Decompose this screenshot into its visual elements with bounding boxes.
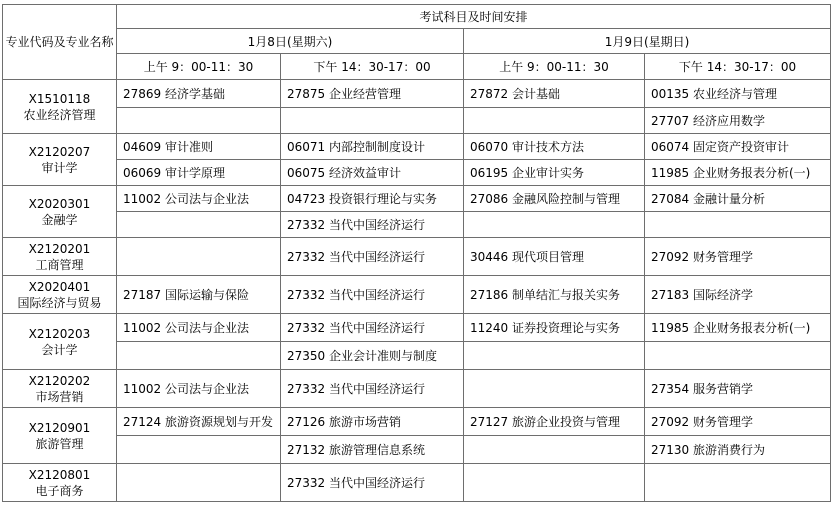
- course-cell: 04723 投资银行理论与实务: [281, 186, 464, 212]
- course-cell: 11002 公司法与企业法: [117, 186, 281, 212]
- major-name: 电子商务: [35, 483, 84, 498]
- course-cell: [464, 212, 645, 238]
- session-header: 上午 9：00-11：30: [117, 54, 281, 80]
- major-name: 审计学: [41, 160, 78, 175]
- course-cell: 27130 旅游消费行为: [645, 436, 831, 464]
- course-cell: [464, 436, 645, 464]
- major-cell: [3, 314, 117, 370]
- major-cell: [3, 276, 117, 314]
- major-name: 农业经济管理: [23, 107, 96, 122]
- major-name: 会计学: [41, 342, 78, 357]
- major-cell: [3, 134, 117, 186]
- table-row: [3, 342, 831, 370]
- course-cell: [117, 238, 281, 276]
- major-code: X2020301: [28, 196, 91, 211]
- course-cell: 06070 审计技术方法: [464, 134, 645, 160]
- table-row: [3, 212, 831, 238]
- course-cell: [117, 464, 281, 502]
- table-row: [3, 276, 831, 314]
- major-code: X2120207: [28, 144, 91, 159]
- session-header: 下午 14：30-17：00: [281, 54, 464, 80]
- course-cell: [464, 108, 645, 134]
- table-row: [3, 134, 831, 160]
- course-cell: [117, 212, 281, 238]
- major-name: 金融学: [41, 212, 78, 227]
- course-cell: 27132 旅游管理信息系统: [281, 436, 464, 464]
- course-cell: 11002 公司法与企业法: [117, 314, 281, 342]
- course-cell: [117, 108, 281, 134]
- major-cell: [3, 186, 117, 238]
- course-cell: [645, 342, 831, 370]
- major-code: X2120202: [28, 373, 91, 388]
- course-cell: 27869 经济学基础: [117, 80, 281, 108]
- major-name: 旅游管理: [35, 436, 84, 451]
- course-cell: 27332 当代中国经济运行: [281, 370, 464, 408]
- major-code: X2120801: [28, 467, 91, 482]
- course-cell: 30446 现代项目管理: [464, 238, 645, 276]
- course-cell: 11240 证券投资理论与实务: [464, 314, 645, 342]
- table-row: [3, 314, 831, 342]
- table-row: [3, 408, 831, 436]
- major-code: X1510118: [28, 91, 91, 106]
- major-cell: [3, 464, 117, 502]
- major-name: 市场营销: [35, 389, 84, 404]
- table-body: [3, 80, 831, 502]
- major-code: X2120901: [28, 420, 91, 435]
- table-row: [3, 238, 831, 276]
- course-cell: 27354 服务营销学: [645, 370, 831, 408]
- table-header: [3, 5, 831, 80]
- course-cell: 27186 制单结汇与报关实务: [464, 276, 645, 314]
- course-cell: 27350 企业会计准则与制度: [281, 342, 464, 370]
- course-cell: 06074 固定资产投资审计: [645, 134, 831, 160]
- course-cell: 06069 审计学原理: [117, 160, 281, 186]
- course-cell: [464, 342, 645, 370]
- major-code: X2120201: [28, 241, 91, 256]
- course-cell: 27332 当代中国经济运行: [281, 464, 464, 502]
- course-cell: [281, 108, 464, 134]
- course-cell: [117, 436, 281, 464]
- major-cell: [3, 238, 117, 276]
- session-header: 上午 9：00-11：30: [464, 54, 645, 80]
- course-cell: 27086 金融风险控制与管理: [464, 186, 645, 212]
- course-cell: 27183 国际经济学: [645, 276, 831, 314]
- course-cell: 27092 财务管理学: [645, 408, 831, 436]
- course-cell: 27124 旅游资源规划与开发: [117, 408, 281, 436]
- major-cell: [3, 370, 117, 408]
- course-cell: 06075 经济效益审计: [281, 160, 464, 186]
- course-cell: 11985 企业财务报表分析(一): [645, 160, 831, 186]
- course-cell: [464, 370, 645, 408]
- course-cell: 04609 审计准则: [117, 134, 281, 160]
- course-cell: 11985 企业财务报表分析(一): [645, 314, 831, 342]
- major-name: 国际经济与贸易: [17, 295, 102, 310]
- exam-title: 考试科目及时间安排: [117, 5, 831, 29]
- course-cell: [645, 464, 831, 502]
- day-header: 1月9日(星期日): [464, 29, 831, 54]
- major-cell: [3, 408, 117, 464]
- major-code: X2120203: [28, 326, 91, 341]
- course-cell: 27127 旅游企业投资与管理: [464, 408, 645, 436]
- course-cell: 27092 财务管理学: [645, 238, 831, 276]
- course-cell: 27126 旅游市场营销: [281, 408, 464, 436]
- course-cell: [117, 342, 281, 370]
- session-header: 下午 14：30-17：00: [645, 54, 831, 80]
- day-header: 1月8日(星期六): [117, 29, 464, 54]
- course-cell: 27332 当代中国经济运行: [281, 314, 464, 342]
- course-cell: 06071 内部控制制度设计: [281, 134, 464, 160]
- table-row: [3, 370, 831, 408]
- course-cell: 27332 当代中国经济运行: [281, 276, 464, 314]
- course-cell: 27707 经济应用数学: [645, 108, 831, 134]
- schedule-table: [2, 4, 831, 502]
- course-cell: 06195 企业审计实务: [464, 160, 645, 186]
- table-row: [3, 108, 831, 134]
- course-cell: 27332 当代中国经济运行: [281, 238, 464, 276]
- major-name: 工商管理: [35, 257, 84, 272]
- course-cell: 27187 国际运输与保险: [117, 276, 281, 314]
- major-code: X2020401: [28, 279, 91, 294]
- major-column-header: 专业代码及专业名称: [3, 5, 117, 80]
- major-cell: [3, 80, 117, 134]
- course-cell: 27332 当代中国经济运行: [281, 212, 464, 238]
- course-cell: [645, 212, 831, 238]
- course-cell: 27872 会计基础: [464, 80, 645, 108]
- course-cell: [464, 464, 645, 502]
- course-cell: 11002 公司法与企业法: [117, 370, 281, 408]
- table-row: [3, 80, 831, 108]
- course-cell: 27084 金融计量分析: [645, 186, 831, 212]
- course-cell: 27875 企业经营管理: [281, 80, 464, 108]
- course-cell: 00135 农业经济与管理: [645, 80, 831, 108]
- table-row: [3, 464, 831, 502]
- table-row: [3, 186, 831, 212]
- exam-schedule: [2, 4, 831, 502]
- table-row: [3, 436, 831, 464]
- table-row: [3, 160, 831, 186]
